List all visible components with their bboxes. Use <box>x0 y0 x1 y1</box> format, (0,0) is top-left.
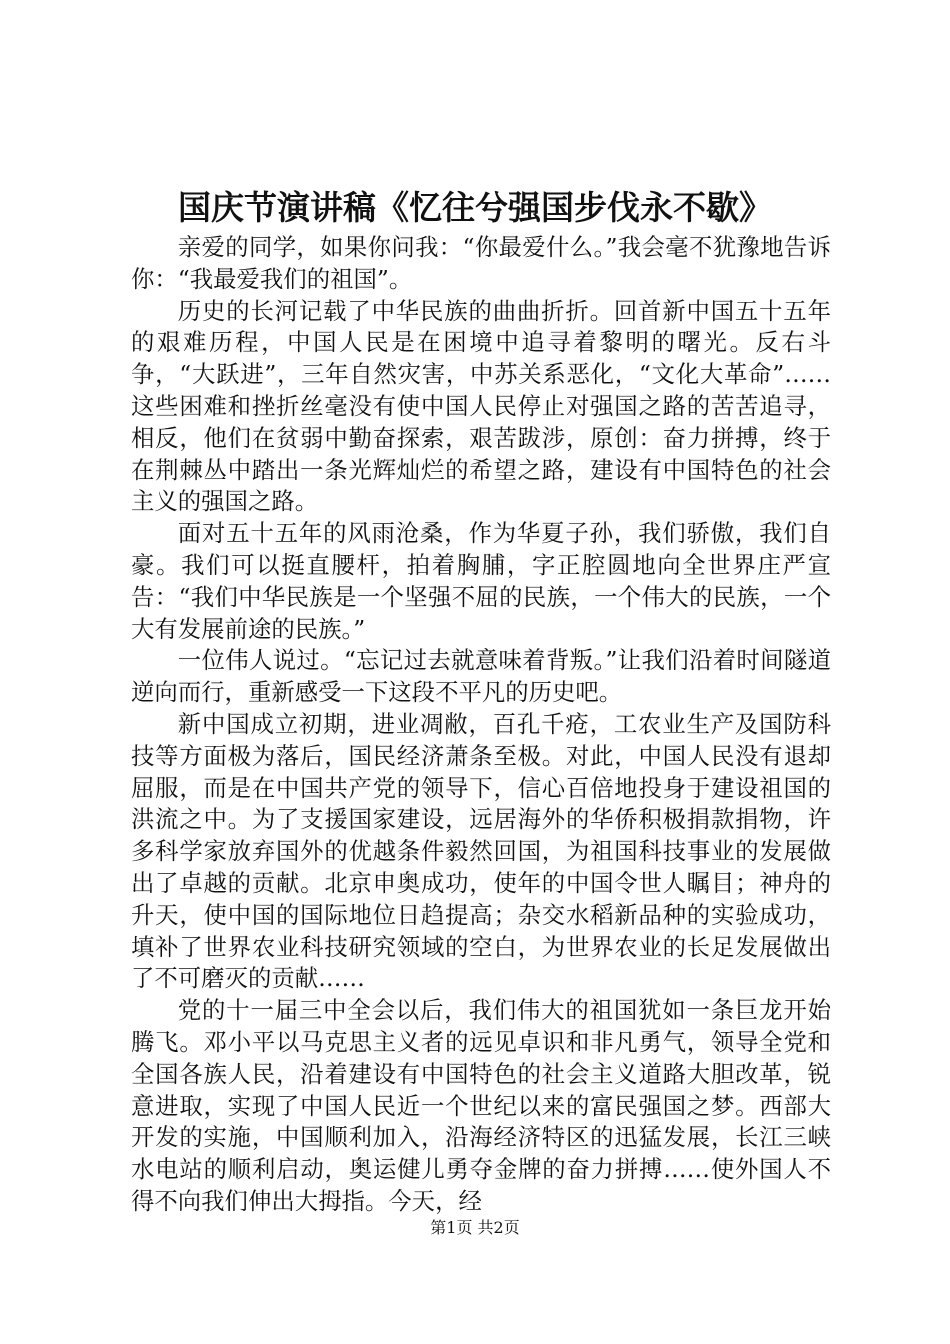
paragraph: 历史的长河记载了中华民族的曲曲折折。回首新中国五十五年的艰难历程，中国人民是在困境中追寻着黎明的曙光。反右斗争，“大跃进”，三年自然灾害，中苏关系恶化，“文化大革命”……这些困难和挫折丝毫没有使中国人民停止对强国之路的苦苦追寻，相反，他们在贫弱中勤奋探索，艰苦跋涉，原创：奋力拼搏，终于在荆棘丛中踏出一条光辉灿烂的希望之路，建设有中国特色的社会主义的强国之路。 <box>131 296 831 516</box>
page-number-footer: 第1页 共2页 <box>430 1218 520 1237</box>
document-title: 国庆节演讲稿《忆往兮强国步伐永不歇》 <box>178 188 772 227</box>
paragraph: 党的十一届三中全会以后，我们伟大的祖国犹如一条巨龙开始腾飞。邓小平以马克思主义者的远见卓识和非凡勇气，领导全党和全国各族人民，沿着建设有中国特色的社会主义道路大胆改革，锐意进取，实现了中国人民近一个世纪以来的富民强国之梦。西部大开发的实施，中国顺利加入，沿海经济特区的迅猛发展，长江三峡水电站的顺利启动，奥运健儿勇夺金牌的奋力拼搏……使外国人不得不向我们伸出大拇指。今天，经 <box>131 996 831 1215</box>
paragraph: 新中国成立初期，进业凋敝，百孔千疮，工农业生产及国防科技等方面极为落后，国民经济萧条至极。对此，中国人民没有退却屈服，而是在中国共产党的领导下，信心百倍地投身于建设祖国的洪流之中。为了支援国家建设，远居海外的华侨积极捐款捐物，许多科学家放弃国外的优越条件毅然回国，为祖国科技事业的发展做出了卓越的贡献。北京申奥成功，使年的中国令世人瞩目；神舟的升天，使中国的国际地位日趋提高；杂交水稻新品种的实验成功，填补了世界农业科技研究领域的空白，为世界农业的长足发展做出了不可磨灭的贡献…… <box>131 709 831 993</box>
paragraph: 一位伟人说过。“忘记过去就意味着背叛。”让我们沿着时间隧道逆向而行，重新感受一下这段不平凡的历史吧。 <box>131 646 831 707</box>
paragraph: 亲爱的同学，如果你问我：“你最爱什么。”我会毫不犹豫地告诉你：“我最爱我们的祖国”。 <box>131 233 831 293</box>
document-body <box>131 232 831 1218</box>
paragraph: 面对五十五年的风雨沧桑，作为华夏子孙，我们骄傲，我们自豪。我们可以挺直腰杆，拍着胸脯，字正腔圆地向全世界庄严宣告：“我们中华民族是一个坚强不屈的民族，一个伟大的民族，一个大有发展前途的民族。” <box>131 519 831 643</box>
